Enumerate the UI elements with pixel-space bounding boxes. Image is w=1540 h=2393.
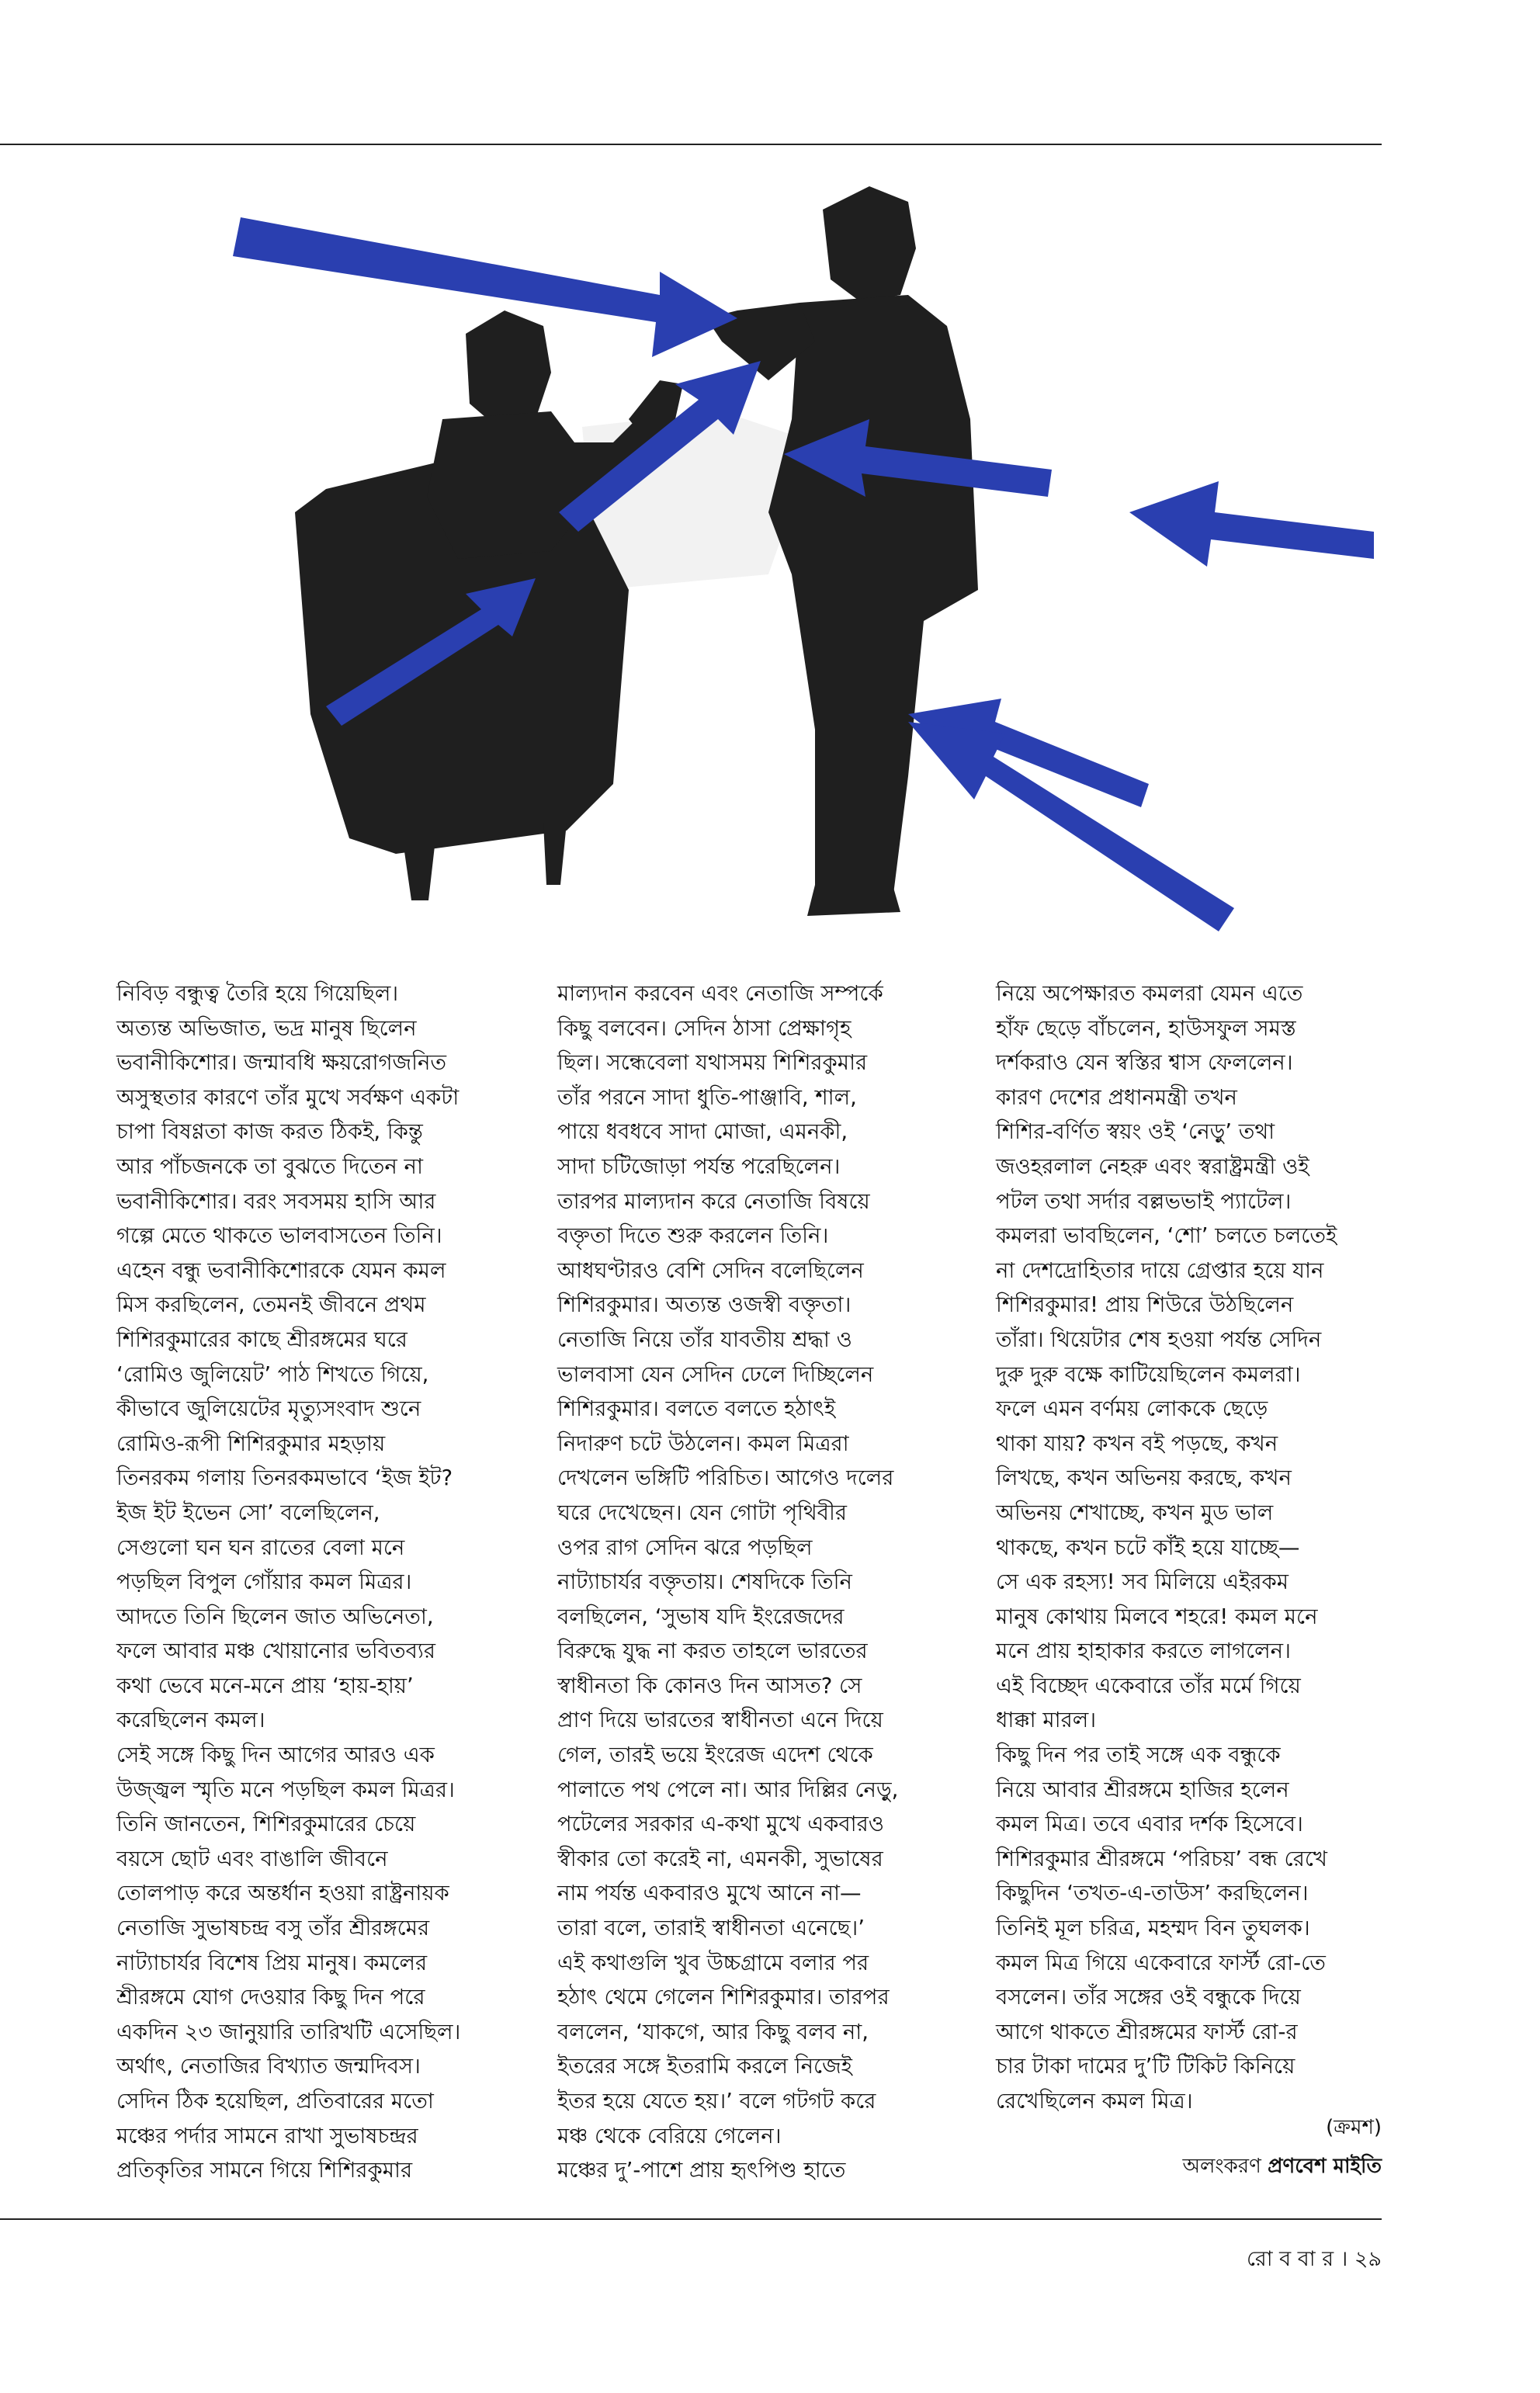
standing-person-head bbox=[823, 186, 916, 303]
article-line: অভিনয় শেখাচ্ছে, কখন মুড ভাল bbox=[996, 1500, 1274, 1525]
article-line: স্বীকার তো করেই না, এমনকী, সুভাষের bbox=[557, 1846, 883, 1871]
article-line: নেতাজি নিয়ে তাঁর যাবতীয় শ্রদ্ধা ও bbox=[557, 1327, 852, 1352]
article-line: তিনরকম গলায় তিনরকমভাবে ‘ইজ ইট? bbox=[116, 1465, 453, 1491]
standing-person-body bbox=[768, 295, 978, 908]
article-line: ভবানীকিশোর। জন্মাবধি ক্ষয়রোগজনিত bbox=[116, 1050, 447, 1076]
arrow-right-2 bbox=[1129, 481, 1374, 567]
article-line: মঞ্চের পর্দার সামনে রাখা সুভাষচন্দ্রর bbox=[116, 2123, 418, 2148]
article-line: তারা বলে, তারাই স্বাধীনতা এনেছে।’ bbox=[557, 1916, 865, 1941]
article-line: শিশিরকুমার। অত্যন্ত ওজস্বী বক্তৃতা। bbox=[557, 1292, 852, 1318]
article-line: বলছিলেন, ‘সুভাষ যদি ইংরেজদের bbox=[557, 1604, 845, 1629]
article-line: পটল তথা সর্দার বল্লভভাই প্যাটেল। bbox=[996, 1188, 1292, 1214]
article-line: বয়সে ছোট এবং বাঙালি জীবনে bbox=[116, 1846, 388, 1871]
article-line: ইজ ইট ইভেন সো’ বলেছিলেন, bbox=[116, 1500, 380, 1525]
article-line: আদতে তিনি ছিলেন জাত অভিনেতা, bbox=[116, 1604, 434, 1629]
article-line: কথা ভেবে মনে-মনে প্রায় ‘হায়-হায়’ bbox=[116, 1673, 414, 1698]
article-line: প্রতিকৃতির সামনে গিয়ে শিশিরকুমার bbox=[116, 2158, 413, 2183]
article-line: ইতরের সঙ্গে ইতরামি করলে নিজেই bbox=[557, 2054, 852, 2079]
article-line: নাট্যাচার্যর বিশেষ প্রিয় মানুষ। কমলের bbox=[116, 1950, 428, 1975]
article-line: পড়ছিল বিপুল গোঁয়ার কমল মিত্রর। bbox=[116, 1569, 412, 1595]
article-line: ফলে আবার মঞ্চ খোয়ানোর ভবিতব্যর bbox=[116, 1639, 436, 1664]
article-line: হাঁফ ছেড়ে বাঁচলেন, হাউসফুল সমস্ত bbox=[996, 1015, 1296, 1041]
article-line: বক্তৃতা দিতে শুরু করলেন তিনি। bbox=[557, 1223, 829, 1249]
article-line: না দেশদ্রোহিতার দায়ে গ্রেপ্তার হয়ে যান bbox=[996, 1257, 1324, 1283]
article-line: মিস করছিলেন, তেমনই জীবনে প্রথম bbox=[116, 1292, 426, 1318]
article-line: এই বিচ্ছেদ একেবারে তাঁর মর্মে গিয়ে bbox=[996, 1673, 1301, 1698]
article-line: ‘রোমিও জুলিয়েট’ পাঠ শিখতে গিয়ে, bbox=[116, 1361, 429, 1387]
article-line: এহেন বন্ধু ভবানীকিশোরকে যেমন কমল bbox=[116, 1257, 446, 1283]
article-line: সেদিন ঠিক হয়েছিল, প্রতিবারের মতো bbox=[116, 2089, 434, 2114]
article-line: বিরুদ্ধে যুদ্ধ না করত তাহলে ভারতের bbox=[557, 1639, 868, 1664]
article-line: শিশির-বর্ণিত স্বয়ং ওই ‘নেড়ু’ তথা bbox=[996, 1119, 1275, 1145]
article-line: স্বাধীনতা কি কোনও দিন আসত? সে bbox=[557, 1673, 862, 1698]
article-line: কিছু দিন পর তাই সঙ্গে এক বন্ধুকে bbox=[996, 1743, 1281, 1768]
article-line: তিনি জানতেন, শিশিরকুমারের চেয়ে bbox=[116, 1812, 416, 1837]
article-line: কমল মিত্র গিয়ে একেবারে ফার্স্ট রো-তে bbox=[996, 1950, 1326, 1975]
folio-separator: । bbox=[1340, 2247, 1354, 2271]
article-line: নেতাজি সুভাষচন্দ্র বসু তাঁর শ্রীরঙ্গমের bbox=[116, 1916, 430, 1941]
page-number: ২৯ bbox=[1354, 2247, 1382, 2271]
article-line: দর্শকরাও যেন স্বস্তির শ্বাস ফেললেন। bbox=[996, 1050, 1293, 1076]
article-line: কমলরা ভাবছিলেন, ‘শো’ চলতে চলতেই bbox=[996, 1223, 1337, 1249]
article-line: শিশিরকুমার শ্রীরঙ্গমে ‘পরিচয়’ বন্ধ রেখে bbox=[996, 1846, 1327, 1871]
article-line: লিখছে, কখন অভিনয় করছে, কখন bbox=[996, 1465, 1292, 1491]
credit-name: প্রণবেশ মাইতি bbox=[1268, 2155, 1382, 2178]
article-line: ছিল। সন্ধেবেলা যথাসময় শিশিরকুমার bbox=[557, 1050, 868, 1076]
article-line: শ্রীরঙ্গমে যোগ দেওয়ার কিছু দিন পরে bbox=[116, 1985, 425, 2010]
article-line: আগে থাকতে শ্রীরঙ্গমের ফার্স্ট রো-র bbox=[996, 2019, 1298, 2044]
article-line: কিছু বলবেন। সেদিন ঠাসা প্রেক্ষাগৃহ bbox=[557, 1015, 852, 1041]
article-line: সে এক রহস্য! সব মিলিয়ে এইরকম bbox=[996, 1569, 1289, 1595]
article-line: থাকছে, কখন চটে কাঁই হয়ে যাচ্ছে— bbox=[996, 1535, 1300, 1560]
article-line: বসলেন। তাঁর সঙ্গের ওই বন্ধুকে দিয়ে bbox=[996, 1985, 1301, 2010]
article-line: মাল্যদান করবেন এবং নেতাজি সম্পর্কে bbox=[557, 981, 883, 1006]
article-line: গেল, তারই ভয়ে ইংরেজ এদেশ থেকে bbox=[557, 1743, 873, 1768]
article-line: পালাতে পথ পেলে না। আর দিল্লির নেড়ু, bbox=[557, 1777, 899, 1802]
illustration-silhouettes-arrows bbox=[225, 186, 1374, 939]
article-line: এই কথাগুলি খুব উচ্চগ্রামে বলার পর bbox=[557, 1950, 869, 1975]
article-line: কীভাবে জুলিয়েটের মৃত্যুসংবাদ শুনে bbox=[116, 1396, 421, 1422]
article-line: নাট্যাচার্যর বক্তৃতায়। শেষদিকে তিনি bbox=[557, 1569, 852, 1595]
article-line: ওপর রাগ সেদিন ঝরে পড়ছিল bbox=[557, 1535, 813, 1560]
article-line: অত্যন্ত অভিজাত, ভদ্র মানুষ ছিলেন bbox=[116, 1015, 417, 1041]
article-line: সেই সঙ্গে কিছু দিন আগের আরও এক bbox=[116, 1743, 435, 1768]
article-line: দুরু দুরু বক্ষে কাটিয়েছিলেন কমলরা। bbox=[996, 1361, 1301, 1387]
article-line: তাঁরা। থিয়েটার শেষ হওয়া পর্যন্ত সেদিন bbox=[996, 1327, 1322, 1352]
article-line: কমল মিত্র। তবে এবার দর্শক হিসেবে। bbox=[996, 1812, 1303, 1837]
article-column-2 bbox=[557, 976, 992, 2188]
article-line: অর্থাৎ, নেতাজির বিখ্যাত জন্মদিবস। bbox=[116, 2054, 421, 2079]
article-line: ঘরে দেখেছেন। যেন গোটা পৃথিবীর bbox=[557, 1500, 847, 1525]
article-line: আধঘণ্টারও বেশি সেদিন বলেছিলেন bbox=[557, 1257, 864, 1283]
credit-label: অলংকরণ bbox=[1182, 2155, 1261, 2178]
article-line: মানুষ কোথায় মিলবে শহরে! কমল মনে bbox=[996, 1604, 1318, 1629]
article-line: শিশিরকুমার। বলতে বলতে হঠাৎই bbox=[557, 1396, 836, 1422]
article-line: অসুস্থতার কারণে তাঁর মুখে সর্বক্ষণ একটা bbox=[116, 1084, 460, 1110]
article-line: তাঁর পরনে সাদা ধুতি-পাঞ্জাবি, শাল, bbox=[557, 1084, 857, 1110]
article-line: রোমিও-রূপী শিশিরকুমার মহড়ায় bbox=[116, 1431, 386, 1456]
seated-person-head bbox=[466, 310, 551, 427]
article-line: প্রাণ দিয়ে ভারতের স্বাধীনতা এনে দিয়ে bbox=[557, 1708, 883, 1733]
chair-leg-right bbox=[543, 823, 567, 885]
article-line: আর পাঁচজনকে তা বুঝতে দিতেন না bbox=[116, 1153, 423, 1179]
article-line: গল্পে মেতে থাকতে ভালবাসতেন তিনি। bbox=[116, 1223, 442, 1249]
article-line: শিশিরকুমারের কাছে শ্রীরঙ্গমের ঘরে bbox=[116, 1327, 408, 1352]
article-line: শিশিরকুমার! প্রায় শিউরে উঠছিলেন bbox=[996, 1292, 1294, 1318]
article-line: মনে প্রায় হাহাকার করতে লাগলেন। bbox=[996, 1639, 1291, 1664]
article-line: একদিন ২৩ জানুয়ারি তারিখটি এসেছিল। bbox=[116, 2019, 461, 2044]
article-line: নিয়ে আবার শ্রীরঙ্গমে হাজির হলেন bbox=[996, 1777, 1289, 1802]
article-line: কারণ দেশের প্রধানমন্ত্রী তখন bbox=[996, 1084, 1237, 1110]
article-line: দেখলেন ভঙ্গিটি পরিচিত। আগেও দলের bbox=[557, 1465, 894, 1491]
article-line: কিছুদিন ‘তখত-এ-তাউস’ করছিলেন। bbox=[996, 1881, 1309, 1906]
standing-person-foot bbox=[807, 885, 900, 916]
top-rule bbox=[0, 144, 1382, 145]
page-folio bbox=[1247, 2243, 1382, 2278]
magazine-name: রো ব বা র bbox=[1246, 2247, 1334, 2271]
article-line: জওহরলাল নেহরু এবং স্বরাষ্ট্রমন্ত্রী ওই bbox=[996, 1153, 1309, 1179]
article-line: সাদা চটিজোড়া পর্যন্ত পরেছিলেন। bbox=[557, 1153, 841, 1179]
article-line: ইতর হয়ে যেতে হয়।’ বলে গটগট করে bbox=[557, 2089, 876, 2114]
bottom-rule bbox=[0, 2218, 1382, 2220]
article-line: রেখেছিলেন কমল মিত্র। bbox=[996, 2089, 1193, 2114]
article-line: পায়ে ধবধবে সাদা মোজা, এমনকী, bbox=[557, 1119, 848, 1145]
article-line: ধাক্কা মারল। bbox=[996, 1708, 1097, 1733]
article-line: করেছিলেন কমল। bbox=[116, 1708, 265, 1733]
article-line: নিদারুণ চটে উঠলেন। কমল মিত্ররা bbox=[557, 1431, 849, 1456]
article-line: ভবানীকিশোর। বরং সবসময় হাসি আর bbox=[116, 1188, 436, 1214]
article-line: নিয়ে অপেক্ষারত কমলরা যেমন এতে bbox=[996, 981, 1303, 1006]
article-line: উজ্জ্বল স্মৃতি মনে পড়ছিল কমল মিত্রর। bbox=[116, 1777, 455, 1802]
article-line: সেগুলো ঘন ঘন রাতের বেলা মনে bbox=[116, 1535, 405, 1560]
article-column-1 bbox=[116, 976, 551, 2188]
article-line: মঞ্চের দু’-পাশে প্রায় হৃৎপিণ্ড হাতে bbox=[557, 2158, 846, 2183]
article-line: চাপা বিষণ্ণতা কাজ করত ঠিকই, কিন্তু bbox=[116, 1119, 423, 1145]
article-line: ভালবাসা যেন সেদিন ঢেলে দিচ্ছিলেন bbox=[557, 1361, 874, 1387]
article-line: নাম পর্যন্ত একবারও মুখে আনে না— bbox=[557, 1881, 862, 1906]
article-line: তোলপাড় করে অন্তর্ধান হওয়া রাষ্ট্রনায়ক bbox=[116, 1881, 449, 1906]
continued-marker: (ক্রমশ) bbox=[1326, 2116, 1382, 2139]
article-line: তিনিই মূল চরিত্র, মহম্মদ বিন তুঘলক। bbox=[996, 1916, 1310, 1941]
article-line: হঠাৎ থেমে গেলেন শিশিরকুমার। তারপর bbox=[557, 1985, 890, 2010]
article-line: ফলে এমন বর্ণময় লোককে ছেড়ে bbox=[996, 1396, 1268, 1422]
article-line: মঞ্চ থেকে বেরিয়ে গেলেন। bbox=[557, 2123, 782, 2148]
illustration-credit bbox=[1183, 2150, 1382, 2184]
article-line: তারপর মাল্যদান করে নেতাজি বিষয়ে bbox=[557, 1188, 870, 1214]
article-line: পটেলের সরকার এ-কথা মুখে একবারও bbox=[557, 1812, 885, 1837]
article-line: থাকা যায়? কখন বই পড়ছে, কখন bbox=[996, 1431, 1278, 1456]
article-line: বললেন, ‘যাকগে, আর কিছু বলব না, bbox=[557, 2019, 869, 2044]
article-column-3 bbox=[996, 976, 1384, 2119]
chair-leg-left bbox=[404, 846, 435, 900]
article-line: চার টাকা দামের দু’টি টিকিট কিনিয়ে bbox=[996, 2054, 1295, 2079]
article-line: নিবিড় বন্ধুত্ব তৈরি হয়ে গিয়েছিল। bbox=[116, 981, 399, 1006]
